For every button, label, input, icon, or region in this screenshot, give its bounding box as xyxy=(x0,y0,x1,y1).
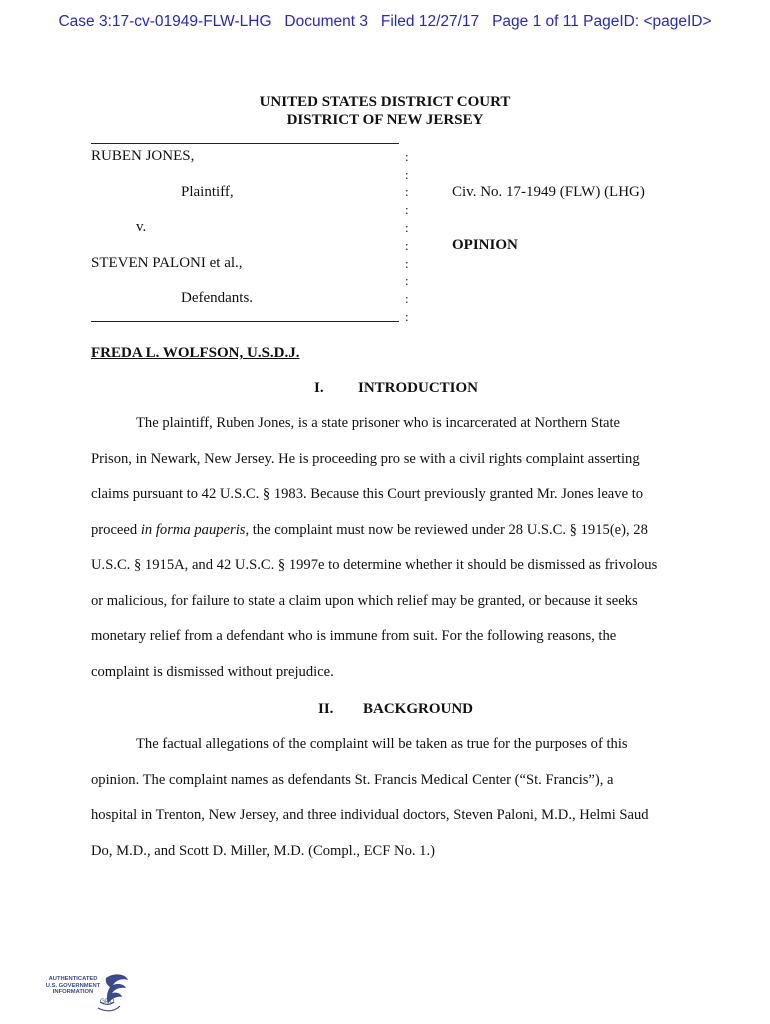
paragraph-line: U.S.C. § 1915A, and 42 U.S.C. § 1997e to determine whether it should be dismissed as frivolous xyxy=(91,557,658,573)
section-number: II. xyxy=(318,701,334,717)
paragraph-line xyxy=(91,513,681,549)
caption-colon: : xyxy=(405,238,409,253)
paragraph-line: The plaintiff, Ruben Jones, is a state prisoner who is incarcerated at Northern State xyxy=(136,415,621,431)
court-name: UNITED STATES DISTRICT COURT xyxy=(259,94,511,110)
plaintiff-name: RUBEN JONES, xyxy=(91,148,195,164)
paragraph-line: complaint is dismissed without prejudice. xyxy=(91,663,334,680)
paragraph-line: claims pursuant to 42 U.S.C. § 1983. Because this Court previously granted Mr. Jones leave to xyxy=(91,486,644,502)
line-segment: proceed xyxy=(91,521,141,538)
caption-colon: : xyxy=(405,256,409,271)
paragraph-line: The factual allegations of the complaint will be taken as true for the purposes of this xyxy=(136,736,628,752)
paragraph-line: monetary relief from a defendant who is immune from suit. For the following reasons, the xyxy=(91,628,617,644)
gpo-mark: GPO xyxy=(100,998,115,1005)
line-segment: , the complaint must now be reviewed under 28 U.S.C. § 1915(e), 28 xyxy=(245,521,648,538)
background-paragraph xyxy=(91,727,681,869)
caption-bottom-rule xyxy=(91,321,399,322)
gpo-label xyxy=(44,976,102,996)
italic-phrase: in forma pauperis xyxy=(140,521,246,538)
paragraph-line: Do, M.D., and Scott D. Miller, M.D. (Compl., ECF No. 1.) xyxy=(91,842,435,859)
paragraph-line: opinion. The complaint names as defendants St. Francis Medical Center (“St. Francis”), a xyxy=(91,771,614,788)
paragraph-line: or malicious, for failure to state a claim upon which relief may be granted, or because it seeks xyxy=(91,592,638,609)
section-title: BACKGROUND xyxy=(363,701,474,717)
gpo-label-line: U.S. GOVERNMENT xyxy=(45,982,101,989)
caption-top-rule xyxy=(91,143,399,144)
introduction-paragraph xyxy=(91,406,681,690)
gpo-label-line: INFORMATION xyxy=(52,989,94,996)
caption-colon: : xyxy=(405,202,409,217)
section-number: I. xyxy=(314,380,324,396)
caption-colon: : xyxy=(405,149,409,164)
caption-colon: : xyxy=(405,167,409,182)
caption-colon: : xyxy=(405,273,409,288)
caption-colon: : xyxy=(405,184,409,199)
judge-name: FREDA L. WOLFSON, U.S.D.J. xyxy=(91,345,300,361)
case-number: Civ. No. 17-1949 (FLW) (LHG) xyxy=(452,184,645,200)
paragraph-line: hospital in Trenton, New Jersey, and three individual doctors, Steven Paloni, M.D., Helmi Saud xyxy=(91,807,649,823)
gpo-label-line: AUTHENTICATED xyxy=(48,976,98,982)
court-district: DISTRICT OF NEW JERSEY xyxy=(286,112,484,128)
section-title: INTRODUCTION xyxy=(358,380,479,396)
eagle-icon xyxy=(96,972,132,1016)
defendant-role: Defendants. xyxy=(181,290,254,306)
defendant-name: STEVEN PALONI et al., xyxy=(91,255,243,271)
caption-colon: : xyxy=(405,220,409,235)
versus: v. xyxy=(136,219,147,235)
ecf-header-stamp: Case 3:17-cv-01949-FLW-LHG Document 3 Filed 12/27/17 Page 1 of 11 PageID: <pageID> xyxy=(58,13,712,30)
caption-colon: : xyxy=(405,291,409,306)
plaintiff-role: Plaintiff, xyxy=(181,184,234,200)
paragraph-line: Prison, in Newark, New Jersey. He is proceeding pro se with a civil rights complaint asserting xyxy=(91,450,640,467)
gpo-authentication-logo xyxy=(44,972,132,1016)
document-type: OPINION xyxy=(452,237,518,253)
caption-colon: : xyxy=(405,309,409,324)
